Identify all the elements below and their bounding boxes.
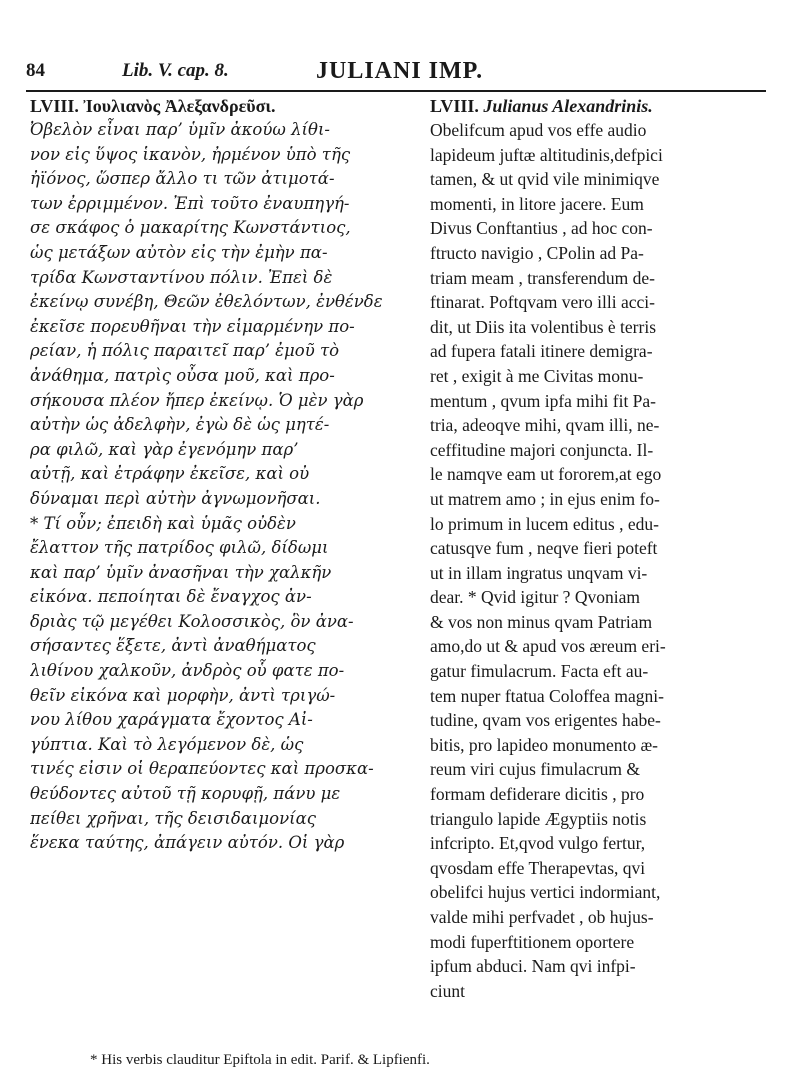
- greek-text-line: των ἐρριμμένον. Ἐπὶ τοῦτο ἐναυπηγή-: [30, 193, 350, 213]
- greek-heading-text: Ἰουλιανὸς Ἀλεξανδρεῦσι.: [83, 96, 276, 116]
- greek-text-line: σήσαντες ἕξετε, ἀντὶ ἀναθήματος: [30, 636, 316, 656]
- latin-text-line: catusqve fum , neqve fieri poteft: [430, 538, 658, 559]
- greek-text-line: λιθίνου χαλκοῦν, ἀνδρὸς οὗ φατε πο-: [30, 661, 345, 681]
- latin-text-line: Obelifcum apud vos effe audio: [430, 120, 647, 140]
- latin-text-line: ftructo navigio , CPolin ad Pa-: [430, 242, 644, 263]
- page-number: 84: [26, 60, 45, 81]
- latin-text-line: valde mihi perfvadet , ob hujus-: [430, 907, 654, 927]
- latin-heading: [430, 94, 770, 118]
- greek-text-line: ρείαν, ἡ πόλις παραιτεῖ παρ’ ἐμοῦ τὸ: [30, 341, 340, 361]
- greek-text-line: ἐκείνῳ συνέβη, Θεῶν ἐθελόντων, ἐνθένδε: [30, 292, 383, 312]
- greek-text-line: θεύδοντες αὐτοῦ τῇ κορυφῇ, πάνυ με: [30, 784, 341, 804]
- greek-text-line: τινές εἰσιν οἱ θεραπεύοντες καὶ προσκα-: [30, 759, 374, 779]
- latin-text-line: ftinarat. Poftqvam vero illi acci-: [430, 292, 655, 313]
- latin-text-line: obelifci hujus vertici indormiant,: [430, 882, 661, 903]
- latin-text-line: triangulo lapide Ægyptiis notis: [430, 808, 647, 829]
- greek-text-line: ἀνάθημα, πατρὶς οὖσα μοῦ, καὶ προ-: [30, 365, 335, 385]
- latin-text-line: ipfum abduci. Nam qvi infpi-: [430, 956, 636, 977]
- latin-text-line: formam defiderare dicitis , pro: [430, 784, 645, 805]
- latin-text-line: gatur fimulacrum. Facta eft au-: [430, 661, 649, 682]
- latin-text-line: tamen, & ut qvid vile minimiqve: [430, 169, 660, 190]
- latin-heading-number: LVIII.: [430, 96, 479, 116]
- book-reference: Lib. V. cap. 8.: [122, 60, 229, 81]
- greek-text-line: * Τί οὖν; ἐπειδὴ καὶ ὑμᾶς οὐδὲν: [30, 513, 296, 533]
- latin-text-line: Divus Conftantius , ad hoc con-: [430, 218, 653, 239]
- latin-text-line: ret , exigit à me Civitas monu-: [430, 365, 644, 386]
- latin-text-line: tudine, qvam vos erigentes habe-: [430, 710, 661, 731]
- latin-text-line: lo primum in lucem editus , edu-: [430, 513, 659, 534]
- latin-text-line: qvosdam effe Therapevtas, qvi: [430, 857, 646, 878]
- greek-text-line: αὐτῇ, καὶ ἐτράφην ἐκεῖσε, καὶ οὐ: [30, 464, 310, 484]
- latin-text-line: le namqve eam ut fororem,at ego: [430, 464, 662, 485]
- greek-heading-number: LVIII.: [30, 96, 79, 116]
- latin-text-line: momenti, in litore jacere. Eum: [430, 193, 644, 214]
- greek-text-line: νον εἰς ὕψος ἱκανὸν, ἠρμένον ὑπὸ τῆς: [30, 144, 351, 164]
- greek-text-line: γύπτια. Καὶ τὸ λεγόμενον δὲ, ὡς: [30, 734, 304, 754]
- greek-text-line: αὐτὴν ὡς ἀδελφὴν, ἐγὼ δὲ ὡς μητέ-: [30, 415, 330, 435]
- latin-text-line: triam meam , transferendum de-: [430, 267, 655, 288]
- latin-text-line: reum viri cujus fimulacrum &: [430, 759, 640, 780]
- greek-text-line: καὶ παρ’ ὑμῖν ἀνασῆναι τὴν χαλκῆν: [30, 562, 332, 582]
- latin-text-line: amo,do ut & apud vos æreum eri-: [430, 636, 666, 657]
- greek-text-line: ἔλαττον τῆς πατρίδος φιλῶ, δίδωμι: [30, 538, 329, 558]
- greek-heading: [30, 94, 400, 118]
- greek-text-line: ἠϊόνος, ὥσπερ ἄλλο τι τῶν ἀτιμοτά-: [30, 169, 335, 189]
- latin-text-line: ciunt: [430, 980, 465, 1001]
- greek-text-line: δριὰς τῷ μεγέθει Κολοσσικὸς, ὃν ἀνα-: [30, 611, 354, 631]
- latin-text-line: tem nuper ftatua Coloffea magni-: [430, 685, 664, 706]
- greek-text-line: θεῖν εἰκόνα καὶ μορφὴν, ἀντὶ τριγώ-: [30, 685, 336, 705]
- running-title: JULIANI IMP.: [316, 58, 484, 84]
- latin-text-line: ut matrem amo ; in ejus enim fo-: [430, 488, 660, 509]
- latin-text-line: tria, adeoqve mihi, qvam illi, ne-: [430, 415, 660, 436]
- latin-text-line: dear. * Qvid igitur ? Qvoniam: [430, 587, 640, 608]
- latin-column: [430, 94, 770, 1003]
- latin-text-line: infcripto. Et,qvod vulgo fertur,: [430, 833, 646, 854]
- latin-text-line: ut in illam ingratus unqvam vi-: [430, 562, 648, 583]
- latin-text-line: dit, ut Diis ita volentibus è terris: [430, 316, 657, 337]
- latin-heading-text: Julianus Alexandrinis.: [483, 96, 653, 116]
- latin-text-line: & vos non minus qvam Patriam: [430, 611, 653, 632]
- greek-text-line: ἕνεκα ταύτης, ἀπάγειν αὐτόν. Οἱ γὰρ: [30, 833, 345, 853]
- latin-text-line: ad fupera fatali itinere demigra-: [430, 341, 653, 362]
- latin-text-line: ceffitudine majori conjuncta. Il-: [430, 439, 654, 460]
- greek-text-line: τρίδα Κωνσταντίνου πόλιν. Ἐπεὶ δὲ: [30, 267, 333, 287]
- greek-text-line: ὡς μετάξων αὐτὸν εἰς τὴν ἐμὴν πα-: [30, 242, 328, 262]
- greek-text-line: Ὀβελὸν εἶναι παρ’ ὑμῖν ἀκούω λίθι-: [30, 120, 331, 139]
- header-rule: [26, 90, 766, 92]
- greek-text-line: ρα φιλῶ, καὶ γὰρ ἐγενόμην παρ’: [30, 439, 299, 459]
- greek-text-line: σε σκάφος ὁ μακαρίτης Κωνστάντιος,: [30, 218, 351, 238]
- footnote: * His verbis clauditur Epiftola in edit. Parif. & Lipfienfi.: [90, 1052, 430, 1068]
- greek-text-line: εἰκόνα. πεποίηται δὲ ἔναγχος ἀν-: [30, 587, 312, 607]
- latin-text-line: modi fuperftitionem oportere: [430, 931, 635, 952]
- greek-text-line: σήκουσα πλέον ἤπερ ἐκείνῳ. Ὁ μὲν γὰρ: [30, 390, 364, 410]
- greek-text-line: ἐκεῖσε πορευθῆναι τὴν εἱμαρμένην πο-: [30, 316, 355, 336]
- greek-text-line: πείθει χρῆναι, τῆς δεισιδαιμονίας: [30, 808, 316, 828]
- page-header: [26, 58, 766, 88]
- latin-text-line: mentum , qvum ipfa mihi fit Pa-: [430, 390, 657, 411]
- greek-column: [30, 94, 400, 856]
- greek-text-line: δύναμαι περὶ αὐτὴν ἀγνωμονῆσαι.: [30, 488, 321, 508]
- latin-text-line: lapideum juftæ altitudinis,defpici: [430, 144, 663, 165]
- latin-text-line: bitis, pro lapideo monumento æ-: [430, 734, 658, 755]
- greek-text-line: νου λίθου χαράγματα ἔχοντος Αἰ-: [30, 710, 313, 730]
